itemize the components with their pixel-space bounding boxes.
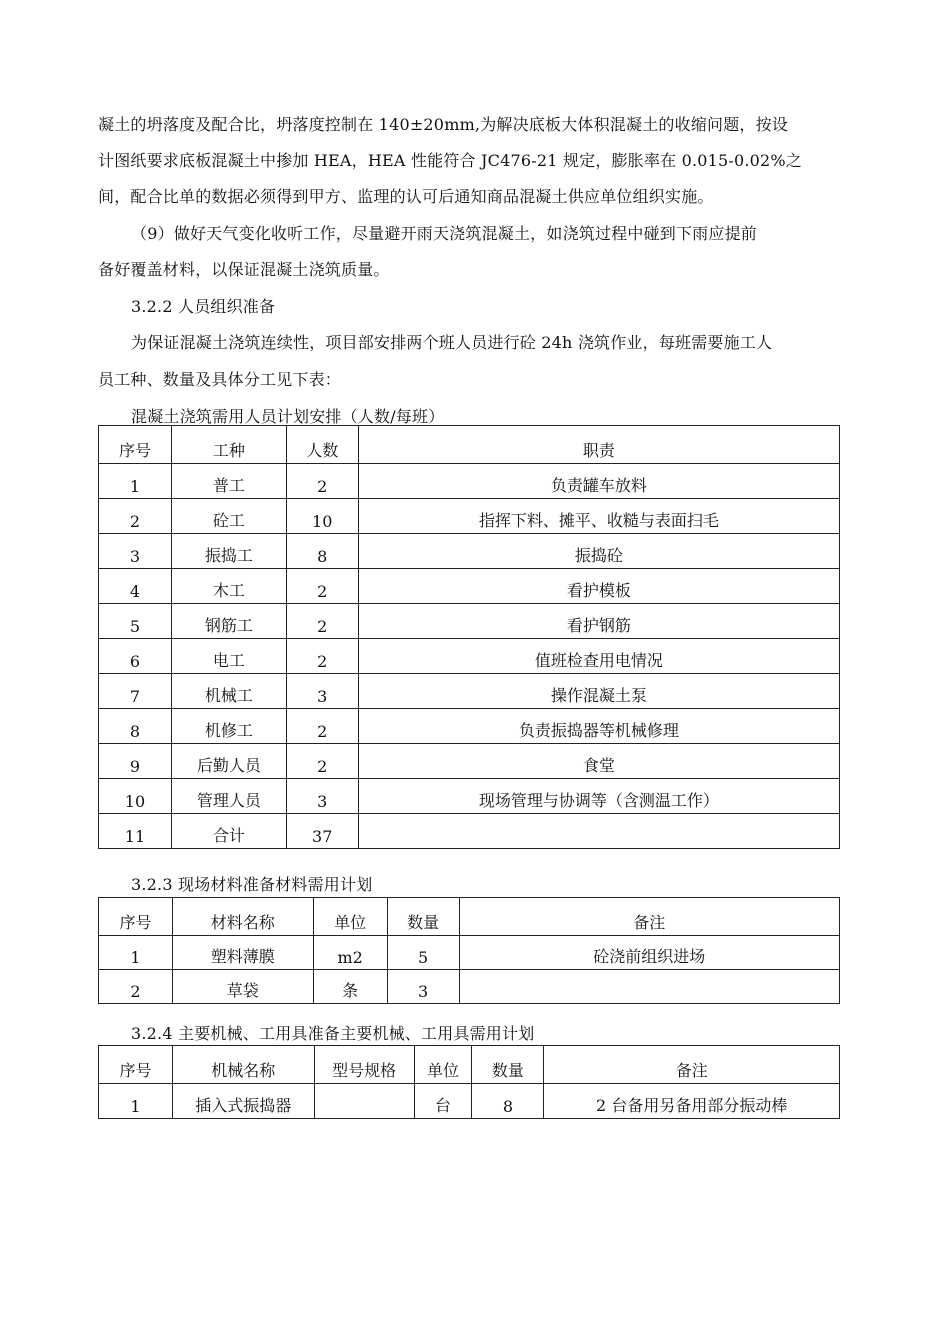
table-cell: 塑料薄膜 xyxy=(210,947,275,966)
header-cell: 备注 xyxy=(675,1061,708,1080)
table-header-row xyxy=(99,426,840,464)
table-row xyxy=(99,534,840,569)
table-cell: 负责振捣器等机械修理 xyxy=(518,721,679,740)
table-cell: 8 xyxy=(317,547,328,566)
table-header-row xyxy=(99,1046,840,1084)
table-caption: 混凝土浇筑需用人员计划安排（人数/每班） xyxy=(131,407,445,426)
table-cell: 普工 xyxy=(212,476,245,495)
machines-table xyxy=(98,1045,840,1119)
table-cell: 8 xyxy=(129,722,141,741)
table-cell: 机械工 xyxy=(204,686,253,705)
table-cell xyxy=(460,1001,839,1003)
table-cell: 条 xyxy=(342,981,359,1000)
header-cell: 数量 xyxy=(491,1061,524,1080)
table-row xyxy=(99,936,840,970)
header-cell: 职责 xyxy=(582,441,615,460)
header-cell: 机械名称 xyxy=(211,1061,276,1080)
table-cell: 37 xyxy=(312,827,333,846)
materials-table xyxy=(98,897,840,1004)
table-row xyxy=(99,1084,840,1119)
table-cell: 1 xyxy=(130,1097,141,1116)
header-cell: 单位 xyxy=(334,913,367,932)
table-cell: 10 xyxy=(312,512,333,531)
table-cell: 现场管理与协调等（含测温工作） xyxy=(478,791,719,810)
table-row xyxy=(99,674,840,709)
table-cell: 机修工 xyxy=(204,721,253,740)
table-cell: 3 xyxy=(129,547,141,566)
table-cell: 2 xyxy=(317,757,328,776)
table-cell: 管理人员 xyxy=(196,791,261,810)
table-cell: 砼浇前组织进场 xyxy=(593,947,706,966)
table-cell: 8 xyxy=(502,1097,514,1116)
table-cell: 3 xyxy=(317,792,328,811)
paragraph-line: （9）做好天气变化收听工作，尽量避开雨天浇筑混凝土，如浇筑过程中碰到下雨应提前 xyxy=(131,224,757,243)
table-cell: 7 xyxy=(129,687,141,706)
table-row xyxy=(99,709,840,744)
table-row xyxy=(99,604,840,639)
table-cell: 5 xyxy=(129,617,141,636)
section-heading: 3.2.2 人员组织准备 xyxy=(131,297,276,316)
header-cell: 材料名称 xyxy=(210,913,275,932)
paragraph-line: 计图纸要求底板混凝土中掺加 HEA，HEA 性能符合 JC476-21 规定，膨胀率在 0.015-0.02%之 xyxy=(98,151,803,170)
table-cell: 10 xyxy=(124,792,146,811)
table-row xyxy=(99,744,840,779)
table-cell: 2 xyxy=(130,982,141,1001)
table-cell: 11 xyxy=(124,827,146,846)
paragraph-line: 为保证混凝土浇筑连续性，项目部安排两个班人员进行砼 24h 浇筑作业，每班需要施工人 xyxy=(131,333,773,352)
table-cell: 2 xyxy=(317,722,328,741)
header-cell: 型号规格 xyxy=(332,1061,397,1080)
table-cell: 负责罐车放料 xyxy=(550,476,647,495)
table-cell: 3 xyxy=(417,982,429,1001)
header-cell: 工种 xyxy=(212,441,245,460)
table-cell xyxy=(315,1116,414,1118)
table-cell: 振捣砼 xyxy=(574,546,623,565)
table-cell: 5 xyxy=(417,948,429,967)
table-cell: 看护模板 xyxy=(566,581,631,600)
table-cell: 2 台备用另备用部分振动棒 xyxy=(596,1096,788,1115)
table-row xyxy=(99,779,840,814)
section-heading: 3.2.4 主要机械、工用具准备主要机械、工用具需用计划 xyxy=(131,1024,535,1043)
paragraph-line: 间，配合比单的数据必须得到甲方、监理的认可后通知商品混凝土供应单位组织实施。 xyxy=(98,187,714,206)
table-row xyxy=(99,464,840,499)
table-cell: 2 xyxy=(317,582,328,601)
header-cell: 序号 xyxy=(119,913,152,932)
table-cell: 1 xyxy=(129,477,141,496)
header-cell: 人数 xyxy=(306,441,339,460)
header-cell: 序号 xyxy=(118,441,151,460)
table-cell xyxy=(359,846,839,848)
table-cell: 操作混凝土泵 xyxy=(550,686,647,705)
table-cell: 看护钢筋 xyxy=(566,616,631,635)
table-cell: 后勤人员 xyxy=(196,756,261,775)
table-cell: 6 xyxy=(129,652,141,671)
table-row xyxy=(99,569,840,604)
table-cell: 合计 xyxy=(212,826,245,845)
header-cell: 数量 xyxy=(407,913,440,932)
table-cell: 草袋 xyxy=(226,981,259,1000)
table-cell: 食堂 xyxy=(582,756,615,775)
table-row xyxy=(99,639,840,674)
table-cell: 9 xyxy=(129,757,141,776)
header-cell: 备注 xyxy=(633,913,666,932)
table-cell: m2 xyxy=(337,948,363,967)
table-cell: 台 xyxy=(435,1096,452,1115)
table-cell: 插入式振捣器 xyxy=(195,1096,292,1115)
table-cell: 4 xyxy=(129,582,141,601)
table-cell: 钢筋工 xyxy=(204,616,253,635)
table-cell: 振捣工 xyxy=(204,546,253,565)
table-cell: 2 xyxy=(317,652,328,671)
header-cell: 单位 xyxy=(427,1061,460,1080)
table-row xyxy=(99,499,840,534)
table-cell: 砼工 xyxy=(212,511,245,530)
paragraph-line: 凝土的坍落度及配合比，坍落度控制在 140±20mm,为解决底板大体积混凝土的收缩问题，按设 xyxy=(98,115,789,134)
section-heading: 3.2.3 现场材料准备材料需用计划 xyxy=(131,875,373,894)
table-cell: 电工 xyxy=(212,651,245,670)
table-cell: 值班检查用电情况 xyxy=(534,651,663,670)
table-row xyxy=(99,970,840,1004)
table-cell: 指挥下料、摊平、收糙与表面扫毛 xyxy=(478,511,719,530)
paragraph-line: 员工种、数量及具体分工见下表： xyxy=(98,370,342,389)
header-cell: 序号 xyxy=(119,1061,152,1080)
personnel-table xyxy=(98,425,840,849)
table-header-row xyxy=(99,898,840,936)
table-total-row xyxy=(99,814,840,849)
table-cell: 3 xyxy=(317,687,328,706)
table-cell: 木工 xyxy=(212,581,245,600)
table-cell: 1 xyxy=(130,948,141,967)
table-cell: 2 xyxy=(317,617,328,636)
table-cell: 2 xyxy=(129,512,141,531)
table-cell: 2 xyxy=(317,477,328,496)
paragraph-line: 备好覆盖材料，以保证混凝土浇筑质量。 xyxy=(98,260,390,279)
